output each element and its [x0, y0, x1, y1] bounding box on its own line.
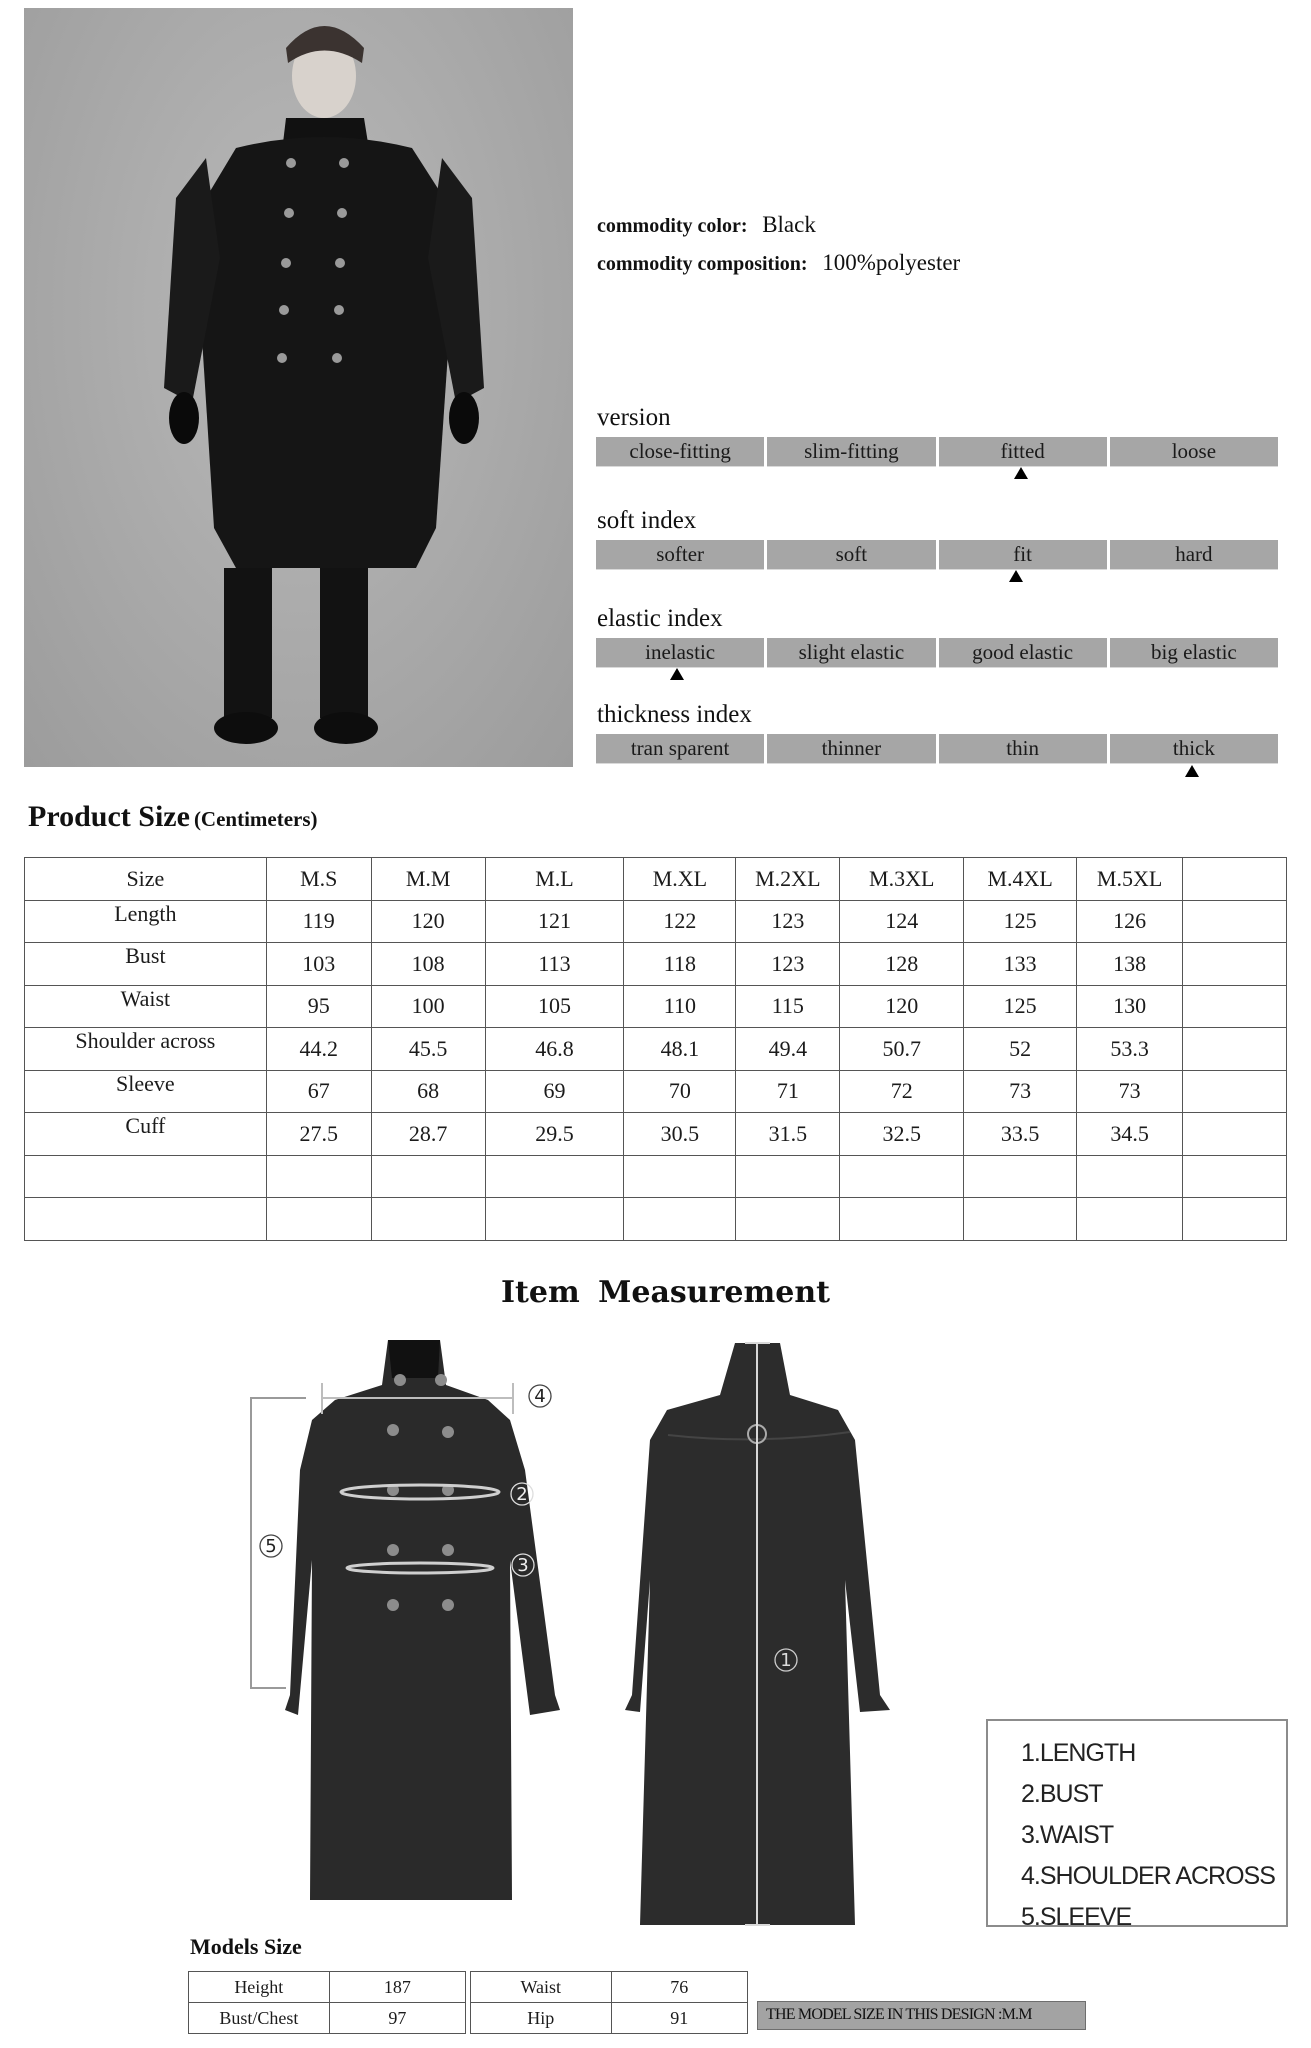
size-value-cell: 69 — [485, 1070, 624, 1113]
model-bust-label: Bust/Chest — [189, 2003, 330, 2034]
size-value-cell: 120 — [840, 985, 964, 1028]
size-value-cell: 45.5 — [371, 1028, 485, 1071]
thickness-index-option: thin — [939, 734, 1107, 763]
size-value-cell: 31.5 — [736, 1113, 840, 1156]
size-header-cell — [1183, 858, 1287, 901]
elastic-index-option: good elastic — [939, 638, 1107, 667]
model-hip-label: Hip — [471, 2003, 612, 2034]
version-option: close-fitting — [596, 437, 764, 466]
size-value-cell — [1183, 900, 1287, 943]
soft-index-option: soft — [767, 540, 935, 569]
size-value-cell — [964, 1155, 1077, 1198]
version-option: slim-fitting — [767, 437, 935, 466]
size-value-cell: 72 — [840, 1070, 964, 1113]
model-wearing-coat-illustration — [24, 8, 573, 767]
size-value-cell: 33.5 — [964, 1113, 1077, 1156]
size-value-cell — [1077, 1155, 1183, 1198]
legend-item-bust: 2.BUST — [1021, 1780, 1103, 1808]
size-header-cell: M.L — [485, 858, 624, 901]
size-header-cell: M.S — [266, 858, 371, 901]
model-hip-value: 91 — [611, 2003, 747, 2034]
measurement-label-cell: Shoulder across — [25, 1028, 267, 1071]
model-height-label: Height — [189, 1972, 330, 2003]
size-value-cell: 68 — [371, 1070, 485, 1113]
soft-index-option: hard — [1110, 540, 1278, 569]
size-header-cell: M.4XL — [964, 858, 1077, 901]
size-value-cell: 120 — [371, 900, 485, 943]
elastic-index-marker-triangle-icon — [670, 668, 684, 680]
size-value-cell: 34.5 — [1077, 1113, 1183, 1156]
table-row — [189, 1972, 466, 2003]
table-row — [25, 1113, 1287, 1156]
size-header-cell: M.2XL — [736, 858, 840, 901]
commodity-composition-row — [597, 250, 960, 276]
size-value-cell: 50.7 — [840, 1028, 964, 1071]
elastic-index-scale — [596, 638, 1278, 667]
svg-text:2: 2 — [516, 1484, 528, 1505]
size-value-cell: 28.7 — [371, 1113, 485, 1156]
size-header-cell: M.5XL — [1077, 858, 1183, 901]
thickness-index-option: thinner — [767, 734, 935, 763]
size-value-cell: 70 — [624, 1070, 736, 1113]
legend-item-length: 1.LENGTH — [1021, 1739, 1136, 1767]
size-value-cell: 122 — [624, 900, 736, 943]
thickness-index-option-selected: thick — [1110, 734, 1278, 763]
version-scale — [596, 437, 1278, 466]
legend-item-sleeve: 5.SLEEVE — [1021, 1903, 1132, 1931]
size-header-cell: Size — [25, 858, 267, 901]
size-value-cell: 133 — [964, 943, 1077, 986]
size-value-cell — [1183, 1070, 1287, 1113]
model-size-note: THE MODEL SIZE IN THIS DESIGN :M.M — [757, 2001, 1086, 2030]
measurement-legend — [986, 1719, 1288, 1931]
soft-index-scale — [596, 540, 1278, 569]
version-option-selected: fitted — [939, 437, 1107, 466]
product-photo-model — [24, 8, 573, 767]
size-value-cell: 125 — [964, 985, 1077, 1028]
size-value-cell: 46.8 — [485, 1028, 624, 1071]
size-value-cell — [840, 1198, 964, 1241]
models-size-title: Models Size — [190, 1934, 302, 1959]
size-value-cell: 48.1 — [624, 1028, 736, 1071]
size-value-cell: 126 — [1077, 900, 1183, 943]
size-value-cell — [1077, 1198, 1183, 1241]
thickness-index-label: thickness index — [597, 701, 752, 728]
size-value-cell: 71 — [736, 1070, 840, 1113]
size-value-cell: 29.5 — [485, 1113, 624, 1156]
model-measurements-table-left — [188, 1971, 466, 2034]
product-size-table — [24, 857, 1287, 1241]
item-measurement-title: Item Measurement — [501, 1275, 830, 1310]
thickness-index-option: tran sparent — [596, 734, 764, 763]
size-value-cell: 53.3 — [1077, 1028, 1183, 1071]
coat-front-view — [251, 1340, 560, 1900]
product-size-table-body — [25, 858, 1287, 1241]
table-row — [471, 2003, 748, 2034]
legend-item-shoulder-across: 4.SHOULDER ACROSS — [1021, 1862, 1275, 1890]
size-value-cell — [485, 1155, 624, 1198]
size-header-cell: M.M — [371, 858, 485, 901]
elastic-index-option: slight elastic — [767, 638, 935, 667]
version-option: loose — [1110, 437, 1278, 466]
size-value-cell: 124 — [840, 900, 964, 943]
measurement-label-cell: Cuff — [25, 1113, 267, 1156]
size-value-cell — [624, 1155, 736, 1198]
size-value-cell: 100 — [371, 985, 485, 1028]
measurement-label-cell: Bust — [25, 943, 267, 986]
size-value-cell — [1183, 1155, 1287, 1198]
size-value-cell — [624, 1198, 736, 1241]
size-value-cell: 49.4 — [736, 1028, 840, 1071]
soft-index-marker-triangle-icon — [1009, 570, 1023, 582]
table-row — [471, 1972, 748, 2003]
commodity-color-row — [597, 212, 816, 238]
size-value-cell: 128 — [840, 943, 964, 986]
thickness-index-scale — [596, 734, 1278, 763]
elastic-index-option: big elastic — [1110, 638, 1278, 667]
table-row — [25, 985, 1287, 1028]
size-header-cell: M.3XL — [840, 858, 964, 901]
size-value-cell: 123 — [736, 943, 840, 986]
elastic-index-option-selected: inelastic — [596, 638, 764, 667]
size-value-cell — [266, 1155, 371, 1198]
size-value-cell: 105 — [485, 985, 624, 1028]
size-value-cell: 113 — [485, 943, 624, 986]
size-value-cell — [1183, 943, 1287, 986]
size-value-cell: 125 — [964, 900, 1077, 943]
size-value-cell — [1183, 985, 1287, 1028]
version-marker-triangle-icon — [1014, 467, 1028, 479]
model-height-value: 187 — [329, 1972, 465, 2003]
coat-back-view — [625, 1343, 890, 1925]
size-value-cell — [1183, 1198, 1287, 1241]
size-value-cell — [840, 1155, 964, 1198]
measurement-label-cell: Length — [25, 900, 267, 943]
product-size-heading — [28, 800, 318, 834]
size-value-cell: 130 — [1077, 985, 1183, 1028]
table-header-row — [25, 858, 1287, 901]
thickness-index-marker-triangle-icon — [1185, 765, 1199, 777]
size-value-cell — [964, 1198, 1077, 1241]
elastic-index-label: elastic index — [597, 605, 723, 632]
svg-text:4: 4 — [534, 1386, 546, 1407]
soft-index-option-selected: fit — [939, 540, 1107, 569]
table-row — [25, 1028, 1287, 1071]
size-value-cell: 138 — [1077, 943, 1183, 986]
model-waist-label: Waist — [471, 1972, 612, 2003]
size-value-cell — [266, 1198, 371, 1241]
commodity-color-label: commodity color: — [597, 215, 748, 237]
size-value-cell: 30.5 — [624, 1113, 736, 1156]
measurement-label-cell — [25, 1155, 267, 1198]
svg-text:1: 1 — [780, 1650, 792, 1671]
table-row — [189, 2003, 466, 2034]
size-value-cell — [485, 1198, 624, 1241]
table-row — [25, 1155, 1287, 1198]
table-row — [25, 1198, 1287, 1241]
measurement-label-cell: Sleeve — [25, 1070, 267, 1113]
size-value-cell: 110 — [624, 985, 736, 1028]
table-row — [25, 943, 1287, 986]
soft-index-label: soft index — [597, 507, 697, 534]
model-measurements-table-right — [470, 1971, 748, 2034]
product-size-title: Product Size — [28, 800, 190, 833]
size-value-cell — [371, 1198, 485, 1241]
size-value-cell: 108 — [371, 943, 485, 986]
size-value-cell: 27.5 — [266, 1113, 371, 1156]
size-value-cell — [736, 1198, 840, 1241]
size-value-cell — [736, 1155, 840, 1198]
size-value-cell: 52 — [964, 1028, 1077, 1071]
svg-text:5: 5 — [265, 1536, 277, 1557]
size-value-cell: 123 — [736, 900, 840, 943]
size-value-cell — [371, 1155, 485, 1198]
commodity-composition-label: commodity composition: — [597, 253, 808, 275]
measurement-label-cell — [25, 1198, 267, 1241]
size-value-cell — [1183, 1113, 1287, 1156]
model-bust-value: 97 — [329, 2003, 465, 2034]
size-value-cell: 103 — [266, 943, 371, 986]
size-value-cell: 44.2 — [266, 1028, 371, 1071]
soft-index-option: softer — [596, 540, 764, 569]
product-size-unit: (Centimeters) — [193, 807, 318, 831]
size-value-cell: 67 — [266, 1070, 371, 1113]
size-value-cell: 118 — [624, 943, 736, 986]
size-value-cell: 32.5 — [840, 1113, 964, 1156]
size-value-cell: 121 — [485, 900, 624, 943]
size-value-cell: 119 — [266, 900, 371, 943]
size-value-cell: 73 — [964, 1070, 1077, 1113]
model-waist-value: 76 — [611, 1972, 747, 2003]
size-value-cell: 115 — [736, 985, 840, 1028]
svg-text:3: 3 — [517, 1555, 529, 1576]
commodity-composition-value: 100%polyester — [822, 250, 961, 275]
commodity-color-value: Black — [762, 212, 816, 237]
table-row — [25, 900, 1287, 943]
legend-item-waist: 3.WAIST — [1021, 1821, 1114, 1849]
size-value-cell — [1183, 1028, 1287, 1071]
size-header-cell: M.XL — [624, 858, 736, 901]
version-label: version — [597, 404, 671, 431]
table-row — [25, 1070, 1287, 1113]
measurement-label-cell: Waist — [25, 985, 267, 1028]
size-value-cell: 95 — [266, 985, 371, 1028]
size-value-cell: 73 — [1077, 1070, 1183, 1113]
